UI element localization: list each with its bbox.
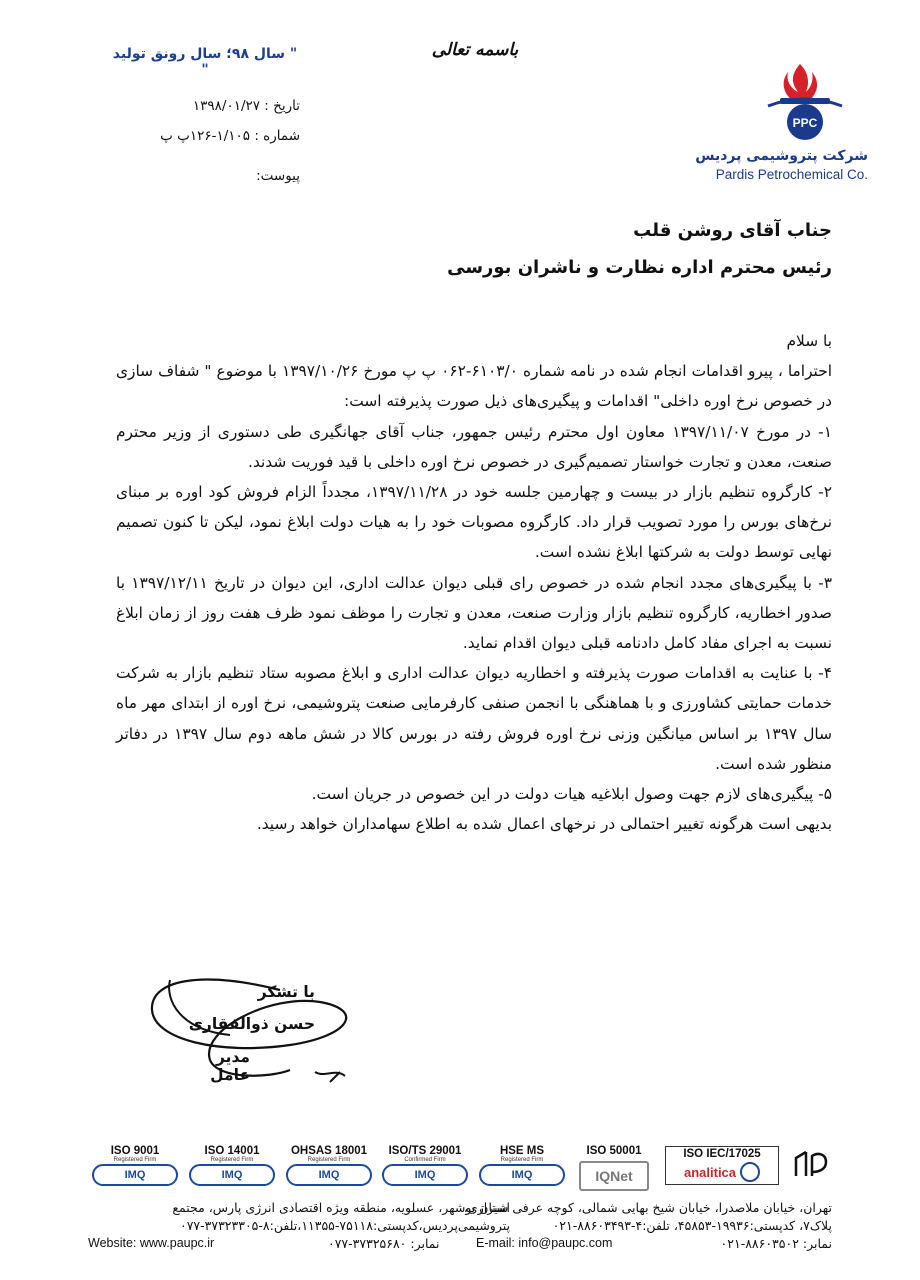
letter-body	[116, 326, 832, 839]
letter-number: شماره : ۱/۱۰۵-۱۲۶پ پ	[160, 128, 300, 144]
cert-hse-ms: HSE MS Registered Firm IMQ	[478, 1145, 566, 1186]
greeting: با سلام	[786, 332, 832, 350]
recipient-name: جناب آقای روشن قلب	[633, 220, 832, 241]
company-name-fa: شرکت پتروشیمی پردیس	[695, 148, 868, 164]
item-1: ۱- در مورخ ۱۳۹۷/۱۱/۰۷ معاون اول محترم رئیس جمهور، جناب آقای جهانگیری طی دستوری از وزیر محترم صنعت، معدن و تجارت خواستار تصمیم‌گیری در خصوص نرخ اوره داخلی با قید فوریت شدند.	[116, 422, 833, 471]
cert-iso-9001: ISO 9001 Registered Firm IMQ	[90, 1145, 180, 1186]
signature-name: حسن ذوالفقاری	[188, 1015, 315, 1033]
item-5: ۵- پیگیری‌های لازم جهت وصول ابلاغیه هیات دولت در این خصوص در جریان است.	[311, 785, 832, 804]
tehran-address-2: پلاک۷، کدپستی:۱۹۹۳۶-۴۵۸۵۳، تلفن:۴-۸۸۶۰۳۴۹۳-۰۲۱	[552, 1218, 832, 1233]
website: Website: www.paupc.ir	[88, 1236, 215, 1250]
cert-iso-iec-17025: ISO IEC/17025 analitica	[665, 1146, 779, 1185]
item-2: ۲- کارگروه تنظیم بازار در بیست و چهارمین جلسه خود در ۱۳۹۷/۱۱/۲۸، مجدداً الزام فروش کود اوره بر مبنای نرخ‌های بورس را مورد تصویب قرار داد. کارگروه مصوبات خود را به هیات دولت ابلاغ نمود، لیکن تا کنون تصمیم نهایی توسط دولت به شرکتها ابلاغ نشده است.	[116, 483, 833, 562]
cert-ohsas-18001: OHSAS 18001 Registered Firm IMQ	[283, 1145, 375, 1186]
slogan: " سال ۹۸؛ سال رونق تولید "	[112, 46, 298, 78]
attachment-label: پیوست:	[256, 168, 300, 184]
letter-date: تاریخ : ۱۳۹۸/۰۱/۲۷	[192, 98, 300, 114]
tehran-fax: نمابر: ۸۸۶۰۳۵۰۲-۰۲۱	[720, 1236, 832, 1251]
recipient-title: رئیس محترم اداره نظارت و ناشران بورسی	[447, 257, 832, 278]
site-fax: نمابر: ۳۷۳۲۵۶۸۰-۰۷۷	[328, 1236, 440, 1251]
closing-paragraph: بدیهی است هرگونه تغییر احتمالی در نرخهای اعمال شده به اطلاع سهامداران خواهد رسید.	[256, 815, 832, 834]
nacsi-seal-icon	[792, 1148, 832, 1180]
cert-iso-50001: ISO 50001 IQNet	[578, 1145, 650, 1191]
ilac-icon	[740, 1162, 760, 1182]
company-name-en: Pardis Petrochemical Co.	[715, 167, 868, 182]
cert-iso-14001: ISO 14001 Registered Firm IMQ	[188, 1145, 276, 1186]
cert-iso-ts-29001: ISO/TS 29001 Confirmed Firm IMQ	[380, 1145, 470, 1186]
tehran-address: تهران، خیابان ملاصدرا، خیابان شیخ بهایی شمالی، کوچه عرفی شیرازی،	[463, 1200, 832, 1215]
signature-thanks: با تشکر	[257, 983, 315, 1001]
site-address-2: پتروشیمی‌پردیس،کدپستی:۷۵۱۱۸-۱۱۳۵۵،تلفن:۸-۳۷۳۲۳۳۰۵-۰۷۷	[179, 1218, 510, 1233]
basmala: باسمه تعالی	[431, 40, 519, 60]
item-3: ۳- با پیگیری‌های مجدد انجام شده در خصوص رای قبلی دیوان عدالت اداری، این دیوان در تاریخ ۱۳۹۷/۱۲/۱۱ با صدور اخطاریه، کارگروه تنظیم بازار وزارت صنعت، معدن و تجارت را موظف نمود ظرف هفت روز از زمان ابلاغ نسبت به اجرای مفاد کامل دادنامه قبلی دیوان اقدام نماید.	[116, 573, 832, 653]
site-address: استان بوشهر، عسلویه، منطقه ویژه اقتصادی انرژی پارس، مجتمع	[172, 1200, 510, 1215]
email: E-mail: info@paupc.com	[476, 1236, 613, 1250]
intro-paragraph: احتراما ، پیرو اقدامات انجام شده در نامه شماره ۶۱۰۳/۰-۰۶۲ پ پ مورخ ۱۳۹۷/۱۰/۲۶ با موضوع " شفاف سازی در خصوص نرخ اوره داخلی" اقدامات و پیگیری‌های ذیل صورت پذیرفته است:	[116, 362, 832, 411]
signature-position: مدیر عامل	[210, 1048, 250, 1084]
logo-badge-text: PPC	[792, 116, 818, 130]
item-4: ۴- با عنایت به اقدامات صورت پذیرفته و اخطاریه دیوان عدالت اداری و ابلاغ مصوبه ستاد تنظیم بازار به شرکت خدمات حمایتی کشاورزی و با هماهنگی با انجمن صنفی کارفرمایی صنعت پتروشیمی، نرخ اوره از ابتدای مهر ماه سال ۱۳۹۷ بر اساس میانگین وزنی نرخ اوره فروش رفته در بورس کالا در شش ماهه دوم سال ۱۳۹۷ در دفاتر منظور شده است.	[116, 664, 832, 773]
ppc-logo-icon	[760, 60, 850, 150]
